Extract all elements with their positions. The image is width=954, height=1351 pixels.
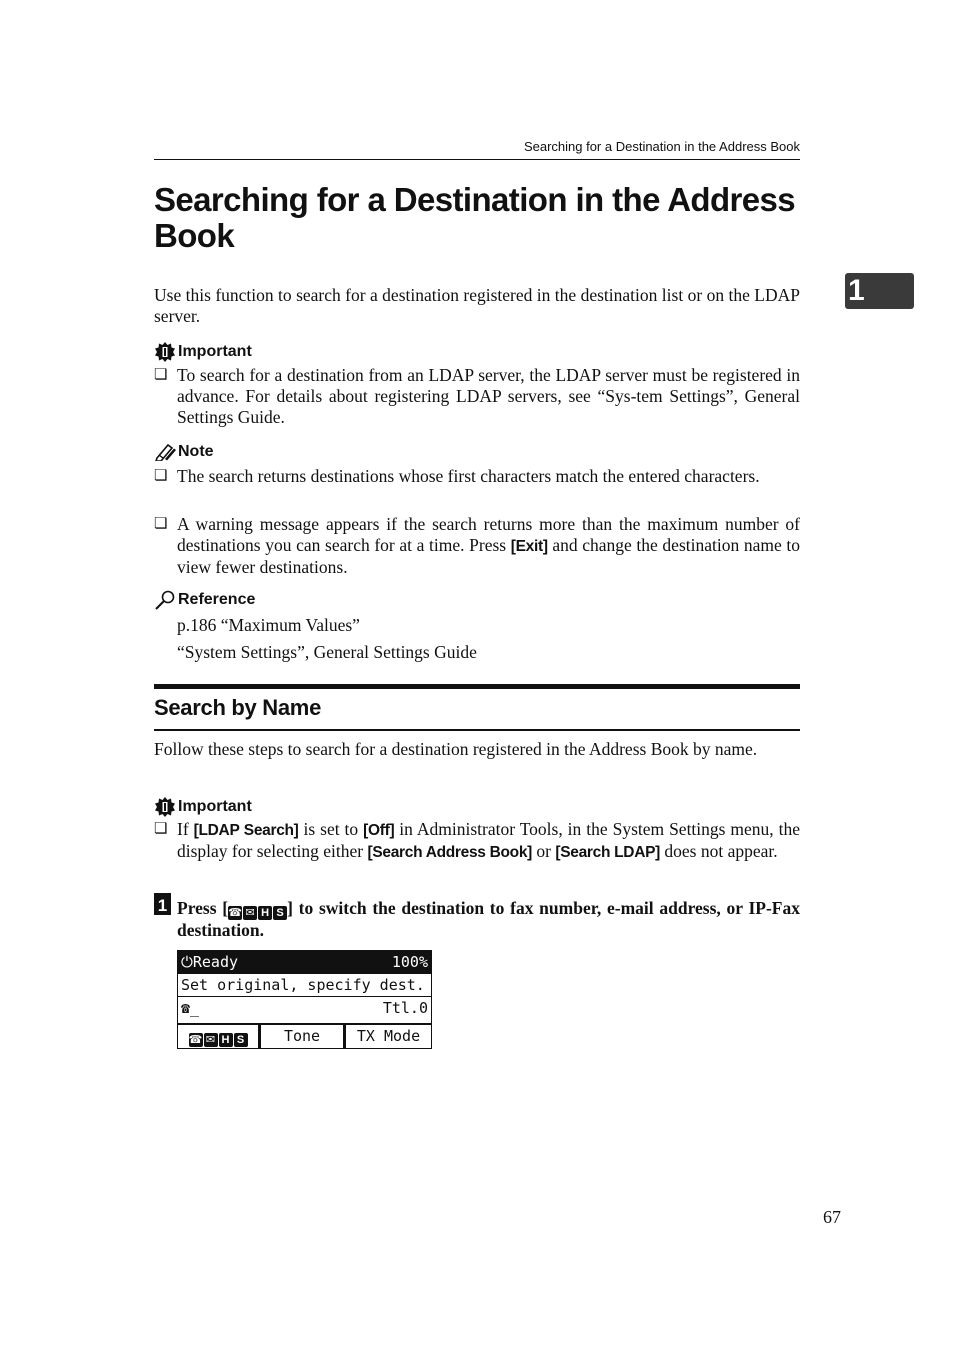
important-item-text: If [LDAP Search] is set to [Off] in Administrator Tools, in the System Settings menu, the display for selecting either [Search Address Book] or [Search LDAP] does not appear. bbox=[177, 819, 801, 861]
power-icon: ⏻ bbox=[181, 953, 193, 971]
chapter-tab: 1 bbox=[845, 273, 914, 309]
lcd-display bbox=[177, 950, 432, 1049]
running-header: Searching for a Destination in the Address Book bbox=[523, 139, 800, 154]
email-icon: ✉ bbox=[243, 906, 257, 920]
lcd-entry-row bbox=[178, 997, 431, 1020]
search-ldap-key: [Search LDAP] bbox=[555, 844, 660, 861]
checkbox-icon: ❏ bbox=[154, 367, 168, 383]
h-icon: H bbox=[219, 1033, 233, 1047]
important-icon bbox=[154, 797, 176, 817]
note-item-text: A warning message appears if the search returns more than the maximum number of destinations you can search for at a time. Press [Exit] and change the destination name to view fewer destinations. bbox=[177, 514, 800, 577]
important-label bbox=[154, 797, 252, 817]
reference-label-text: Reference bbox=[178, 591, 256, 608]
h-icon: H bbox=[258, 906, 272, 920]
fax-icon: ☎ bbox=[228, 907, 242, 919]
section-rule-bottom bbox=[154, 729, 800, 731]
destination-type-icons bbox=[228, 906, 287, 920]
checkbox-icon: ❏ bbox=[154, 468, 168, 484]
fax-icon: ☎ bbox=[188, 1034, 203, 1046]
intro-paragraph: Use this function to search for a destination registered in the destination list or on the LDAP server. bbox=[154, 285, 800, 326]
section-rule-top bbox=[154, 684, 800, 689]
note-item-text: The search returns destinations whose first characters match the entered characters. bbox=[177, 466, 760, 486]
s-icon: S bbox=[273, 906, 287, 920]
important-label bbox=[154, 342, 252, 362]
important-item-text: To search for a destination from an LDAP server, the LDAP server must be registered in advance. For details about registering LDAP servers, see “Sys-tem Settings”, General Settings Guide. bbox=[177, 365, 800, 427]
step-number: 1 bbox=[157, 896, 168, 915]
important-item bbox=[154, 365, 800, 428]
lcd-percent: 100% bbox=[391, 953, 428, 971]
reference-item: p.186 “Maximum Values” bbox=[177, 615, 360, 635]
magnifier-icon bbox=[154, 590, 176, 610]
lcd-cursor: _ bbox=[190, 999, 200, 1017]
section-intro: Follow these steps to search for a destination registered in the Address Book by name. bbox=[154, 739, 758, 759]
note-item bbox=[154, 466, 800, 487]
note-item bbox=[154, 514, 800, 578]
note-label-text: Note bbox=[178, 443, 214, 460]
email-icon: ✉ bbox=[204, 1033, 218, 1047]
step-number-icon bbox=[154, 893, 171, 915]
note-label bbox=[154, 442, 214, 462]
exit-key-label: [Exit] bbox=[510, 538, 548, 555]
checkbox-icon: ❏ bbox=[154, 516, 168, 532]
lcd-total: Ttl.0 bbox=[382, 999, 428, 1017]
lcd-message-row: Set original, specify dest. bbox=[178, 974, 431, 997]
search-address-book-key: [Search Address Book] bbox=[367, 844, 533, 861]
lcd-status: Ready bbox=[192, 953, 239, 971]
important-icon bbox=[154, 342, 176, 362]
important-label-text: Important bbox=[178, 343, 252, 360]
lcd-tx-mode-button[interactable]: TX Mode bbox=[356, 1027, 421, 1045]
important-label-text: Important bbox=[178, 798, 252, 815]
ldap-search-key: [LDAP Search] bbox=[193, 822, 299, 839]
lcd-tone-button[interactable]: Tone bbox=[261, 1025, 346, 1048]
pencil-icon bbox=[154, 443, 176, 461]
step-1-text: Press [ ☎ ✉ H S ] to switch the destination to fax number, e-mail address, or IP-Fax destination. bbox=[177, 898, 800, 940]
lcd-dest-type-button[interactable] bbox=[178, 1025, 261, 1048]
lcd-button-row bbox=[178, 1023, 431, 1048]
checkbox-icon: ❏ bbox=[154, 821, 168, 837]
section-heading: Search by Name bbox=[154, 695, 321, 720]
s-icon: S bbox=[234, 1033, 248, 1047]
header-rule bbox=[154, 159, 800, 160]
page-title: Searching for a Destination in the Address Book bbox=[154, 181, 796, 254]
page-number: 67 bbox=[823, 1207, 841, 1227]
reference-label bbox=[154, 590, 255, 610]
lcd-fax-icon: ☎ bbox=[181, 999, 191, 1017]
lcd-status-row bbox=[178, 951, 431, 974]
important-item bbox=[154, 819, 800, 863]
reference-item: “System Settings”, General Settings Guide bbox=[177, 642, 477, 662]
off-key: [Off] bbox=[363, 822, 395, 839]
